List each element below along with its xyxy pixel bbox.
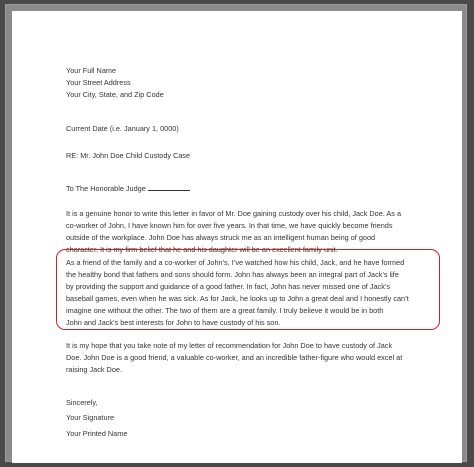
paragraph-1-line-3: outside of the workplace. John Doe has always struck me as an intelligent human being of good [66,233,376,242]
paragraph-2-line-5: imagine one without the other. The two of them are a great family. I truly believe it would be in both [66,306,384,315]
paragraph-2-line-2: the healthy bond that fathers and sons should form. John has always been an integral part of Jack’s life [66,270,399,279]
printed-name: Your Printed Name [66,429,128,438]
re-line: RE: Mr. John Doe Child Custody Case [66,151,191,160]
name-blank [148,183,190,191]
letter-page [12,11,462,463]
paragraph-2-line-4: baseball games, even when he was sick. As for Jack, he looks up to John a great deal and I honestly can’t [66,294,409,303]
paragraph-2-line-1: As a friend of the family and a co-worker of John’s, I’ve watched how his child, Jack, and he have formed [66,258,405,267]
date-line: Current Date (i.e. January 1, 0000) [66,124,179,133]
sender-street: Your Street Address [66,78,131,87]
paragraph-1-line-1: It is a genuine honor to write this letter in favor of Mr. Doe gaining custody over his child, Jack Doe. As a [66,209,402,218]
paragraph-2-line-6: John and Jack’s best interests for John to have custody of his son. [66,318,281,327]
highlight-outline [56,249,440,330]
salutation: To The Honorable Judge [66,184,146,193]
sender-name: Your Full Name [66,66,117,75]
paragraph-3-line-1: It is my hope that you take note of my letter of recommendation for John Doe to have custody of Jack [66,341,393,350]
salutation-line [66,183,190,195]
paragraph-2-line-3: by providing the support and guidance of a good father. In fact, John has never missed one of Jack’s [66,282,390,291]
sender-city-state-zip: Your City, State, and Zip Code [66,90,164,99]
paragraph-3-line-3: raising Jack Doe. [66,365,122,374]
signature: Your Signature [66,413,115,422]
paragraph-1-line-2: co-worker of John, I have known him for over five years. In that time, we have quickly become friends [66,221,393,230]
closing: Sincerely, [66,398,98,407]
paragraph-3-line-2: Doe. John Doe is a good friend, a valuable co-worker, and an incredible father-figure who would excel at [66,353,403,362]
paragraph-1-line-4: character. It is my firm belief that he and his daughter will be an excellent family unit. [66,245,338,254]
